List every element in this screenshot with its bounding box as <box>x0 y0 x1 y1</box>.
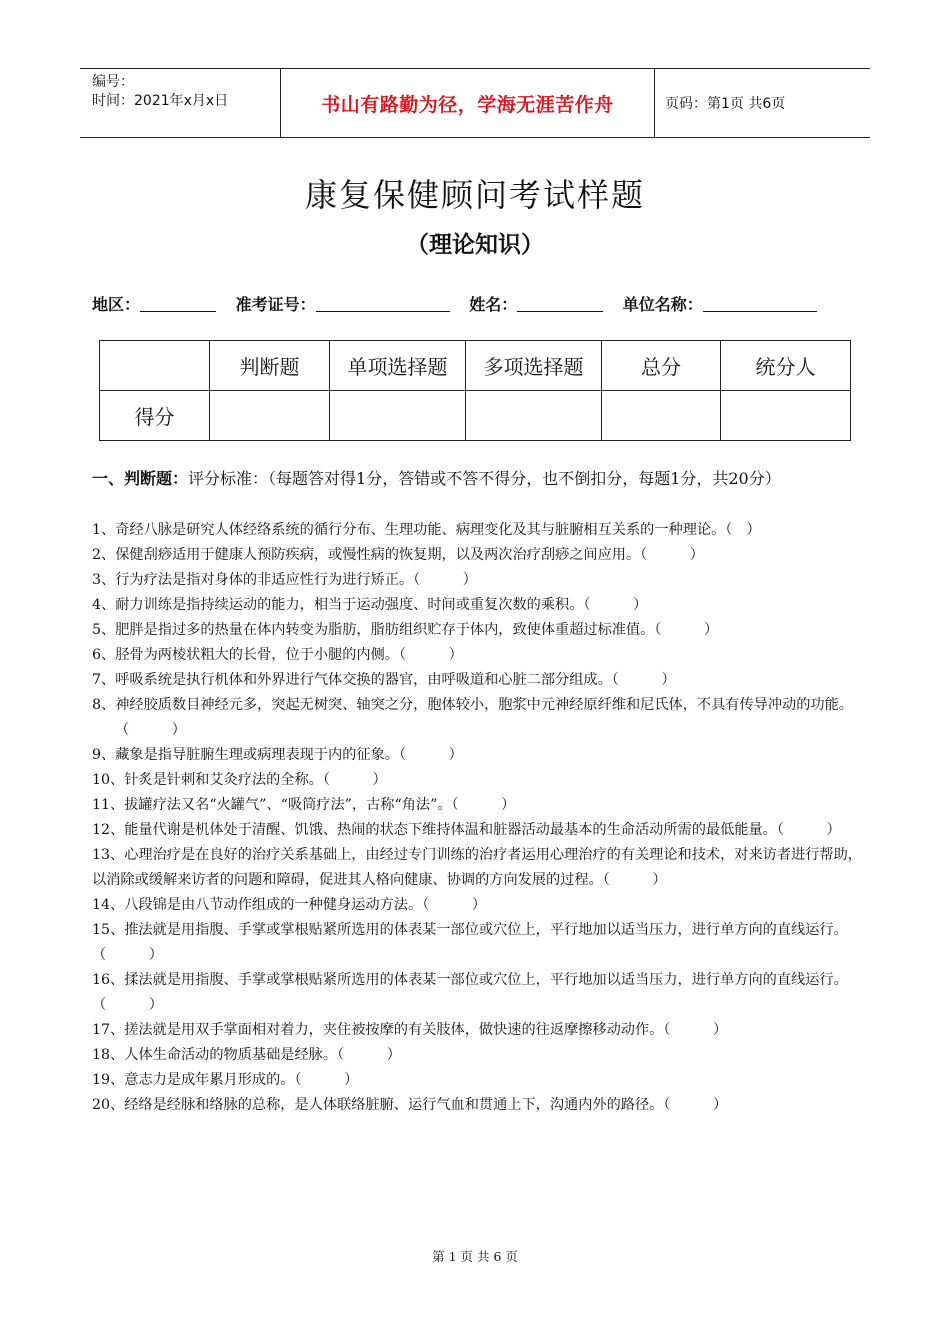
question-item: 8、神经胶质数目神经元多，突起无树突、轴突之分，胞体较小，胞浆中元神经原纤维和尼氏体，不具有传导冲动的功能。（ ） <box>92 697 853 738</box>
section-instructions: 评分标准：（每题答对得1分，答错或不答不得分，也不倒扣分，每题1分，共20分） <box>188 469 781 488</box>
header-motto: 书山有路勤为径，学海无涯苦作舟 <box>281 69 655 137</box>
score-header-cell: 判断题 <box>210 341 330 391</box>
question-item: 2、保健刮痧适用于健康人预防疾病，或慢性病的恢复期，以及两次治疗刮痧之间应用。（ ） <box>92 547 704 563</box>
question-item: 17、搓法就是用双手掌面相对着力，夹住被按摩的有关肢体，做快速的往返摩擦移动动作。（ ） <box>92 1022 728 1038</box>
exam-id-label: 准考证号： <box>235 295 316 314</box>
question-item: 19、意志力是成年累月形成的。（ ） <box>92 1072 359 1088</box>
question-item: 16、揉法就是用指腹、手掌或掌根贴紧所选用的体表某一部位或穴位上，平行地加以适当压力，进行单方向的直线运行。（ ） <box>92 972 848 1013</box>
question-item: 11、拔罐疗法又名“火罐气”、“吸筒疗法”，古称“角法”。（ ） <box>92 797 516 813</box>
question-item: 15、推法就是用指腹、手掌或掌根贴紧所选用的体表某一部位或穴位上，平行地加以适当压力，进行单方向的直线运行。（ ） <box>92 922 848 963</box>
score-table-row <box>100 391 851 441</box>
question-item: 14、八段锦是由八节动作组成的一种健身运动方法。（ ） <box>92 897 487 913</box>
score-header-cell: 多项选择题 <box>466 341 602 391</box>
score-cell[interactable] <box>602 391 721 441</box>
page-title: 康复保健顾问考试样题 <box>304 176 645 214</box>
score-table-header-row <box>100 341 851 391</box>
question-item: 5、肥胖是指过多的热量在体内转变为脂肪，脂肪组织贮存于体内，致使体重超过标准值。（ ） <box>92 622 719 638</box>
question-list <box>92 518 862 1118</box>
time-label: 时间：2021年x月x日 <box>92 93 229 109</box>
score-header-cell <box>100 341 210 391</box>
question-item: 20、经络是经脉和络脉的总称，是人体联络脏腑、运行气血和贯通上下，沟通内外的路径。（ ） <box>92 1097 728 1113</box>
score-cell[interactable] <box>466 391 602 441</box>
score-header-cell: 总分 <box>602 341 721 391</box>
question-item: 3、行为疗法是指对身体的非适应性行为进行矫正。（ ） <box>92 572 477 588</box>
question-item: 10、针炙是针刺和艾灸疗法的全称。（ ） <box>92 772 387 788</box>
score-row-label: 得分 <box>100 391 210 441</box>
section-heading: 一、判断题： <box>92 469 189 488</box>
score-cell[interactable] <box>721 391 851 441</box>
score-cell[interactable] <box>330 391 466 441</box>
page-footer: 第 1 页 共 6 页 <box>432 1249 518 1264</box>
candidate-info-row <box>92 292 862 315</box>
region-label: 地区： <box>92 295 141 314</box>
question-item: 1、奇经八脉是研究人体经络系统的循行分布、生理功能、病理变化及其与脏腑相互关系的一种理论。（ ） <box>92 522 761 538</box>
exam-id-blank[interactable] <box>316 295 450 312</box>
header-meta <box>80 69 281 137</box>
question-item: 4、耐力训练是指持续运动的能力，相当于运动强度、时间或重复次数的乘积。（ ） <box>92 597 648 613</box>
section-true-false-intro <box>92 466 860 492</box>
score-table <box>99 340 851 441</box>
unit-label: 单位名称： <box>622 295 703 314</box>
question-item: 13、心理治疗是在良好的治疗关系基础上，由经过专门训练的治疗者运用心理治疗的有关理论和技术，对来访者进行帮助，以消除或缓解来访者的问题和障碍，促进其人格向健康、协调的方向发展的过程。（ ） <box>92 847 862 888</box>
question-item: 7、呼吸系统是执行机体和外界进行气体交换的器官，由呼吸道和心脏二部分组成。（ ） <box>92 672 676 688</box>
question-item: 12、能量代谢是机体处于清醒、饥饿、热闹的状态下维持体温和脏器活动最基本的生命活动所需的最低能量。（ ） <box>92 822 841 838</box>
question-item: 9、藏象是指导脏腑生理或病理表现于内的征象。（ ） <box>92 747 463 763</box>
question-item: 18、人体生命活动的物质基础是经脉。（ ） <box>92 1047 401 1063</box>
score-header-cell: 单项选择题 <box>330 341 466 391</box>
score-header-cell: 统分人 <box>721 341 851 391</box>
region-blank[interactable] <box>140 295 216 312</box>
name-label: 姓名： <box>469 295 518 314</box>
number-label: 编号： <box>92 74 134 90</box>
page-subtitle: （理论知识） <box>406 232 544 258</box>
name-blank[interactable] <box>517 295 603 312</box>
unit-blank[interactable] <box>703 295 817 312</box>
document-header <box>80 68 870 138</box>
question-item: 6、胫骨为两棱状粗大的长骨，位于小腿的内侧。（ ） <box>92 647 463 663</box>
score-cell[interactable] <box>210 391 330 441</box>
header-page-info: 页码：第1页 共6页 <box>665 96 786 112</box>
